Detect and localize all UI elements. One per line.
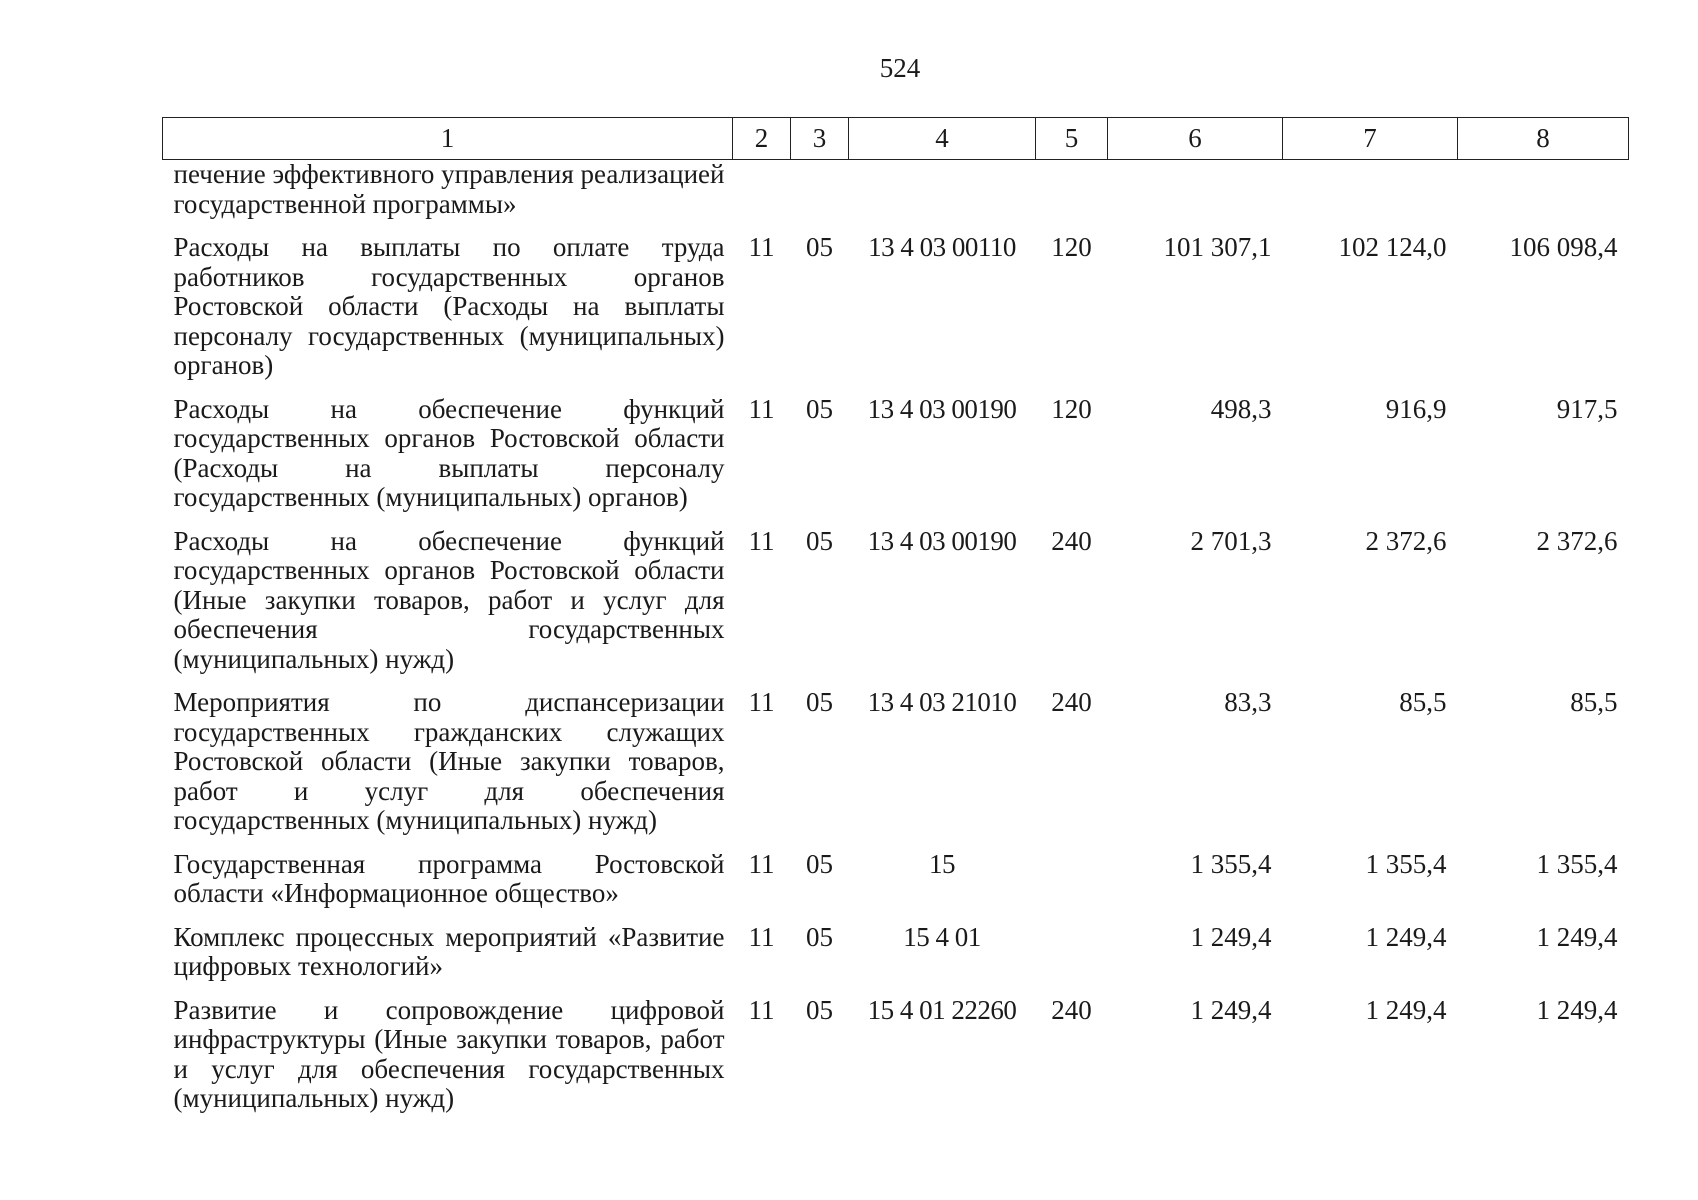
- cell-c2: 11: [748, 994, 775, 1025]
- cell-c8: 917,5: [1556, 393, 1618, 424]
- cell-c6: 2 701,3: [1190, 525, 1272, 556]
- table-row: [163, 850, 1629, 923]
- cell-c4: 15 4 01 22260: [867, 994, 1017, 1025]
- cell-c8: 1 249,4: [1536, 921, 1618, 952]
- table-row: [163, 160, 1629, 234]
- cell-c3: 05: [806, 921, 833, 952]
- row-description: Расходы на обеспечение функций государственных органов Ростовской области (Расходы на выплаты персоналу государственных (муниципальных) органов): [173, 393, 725, 512]
- cell-c3: [791, 160, 849, 234]
- cell-c8: 1 355,4: [1536, 848, 1618, 879]
- column-header: 7: [1283, 118, 1458, 160]
- cell-c5: 240: [1051, 994, 1092, 1025]
- column-header: 2: [733, 118, 791, 160]
- table-row: [163, 923, 1629, 996]
- cell-c2: 11: [748, 921, 775, 952]
- cell-c3: 05: [806, 525, 833, 556]
- cell-c6: 498,3: [1210, 393, 1272, 424]
- cell-c4: 13 4 03 00190: [867, 393, 1017, 424]
- cell-c5: 240: [1051, 525, 1092, 556]
- cell-c2: [733, 160, 791, 234]
- cell-c3: 05: [806, 994, 833, 1025]
- table-row: [163, 996, 1629, 1128]
- cell-c3: 05: [806, 687, 833, 717]
- cell-c6: 101 307,1: [1163, 232, 1272, 262]
- cell-c5: [1036, 923, 1108, 996]
- table-row: [163, 233, 1629, 395]
- cell-c2: 11: [748, 232, 775, 262]
- row-description: Государственная программа Ростовской области «Информационное общество»: [173, 848, 725, 908]
- column-header: 3: [791, 118, 849, 160]
- cell-c7: 102 124,0: [1338, 232, 1447, 262]
- table-row: [163, 395, 1629, 527]
- cell-c5: [1036, 850, 1108, 923]
- cell-c2: 11: [748, 687, 775, 717]
- row-description: Расходы на выплаты по оплате труда работников государственных органов Ростовской области (Расходы на выплаты персоналу государственных (муниципальных) органов): [173, 232, 725, 380]
- cell-c6: 1 355,4: [1190, 848, 1272, 879]
- cell-c8: 85,5: [1570, 687, 1618, 717]
- cell-c6: 1 249,4: [1190, 921, 1272, 952]
- cell-c8: 1 249,4: [1536, 994, 1618, 1025]
- row-description: Расходы на обеспечение функций государственных органов Ростовской области (Иные закупки товаров, работ и услуг для обеспечения государственных (муниципальных) нужд): [173, 525, 725, 674]
- cell-c5: 120: [1051, 393, 1092, 424]
- cell-c6: [1108, 160, 1283, 234]
- cell-c4: 13 4 03 21010: [867, 687, 1017, 717]
- cell-c4: [849, 160, 1036, 234]
- row-description: Комплекс процессных мероприятий «Развитие цифровых технологий»: [173, 921, 725, 981]
- cell-c7: 1 355,4: [1365, 848, 1447, 879]
- cell-c8: 2 372,6: [1536, 525, 1618, 556]
- cell-c8: 106 098,4: [1509, 232, 1618, 262]
- cell-c4: 15: [929, 848, 955, 879]
- table-row: [163, 527, 1629, 689]
- cell-c2: 11: [748, 525, 775, 556]
- table-body: [163, 160, 1629, 1128]
- cell-c3: 05: [806, 848, 833, 879]
- table-row: [163, 688, 1629, 850]
- cell-c3: 05: [806, 232, 833, 262]
- cell-c7: 85,5: [1399, 687, 1447, 717]
- cell-c4: 13 4 03 00190: [867, 525, 1017, 556]
- cell-c7: [1283, 160, 1458, 234]
- cell-c2: 11: [748, 393, 775, 424]
- column-header: 1: [163, 118, 733, 160]
- cell-c6: 1 249,4: [1190, 994, 1272, 1025]
- cell-c5: 240: [1051, 687, 1092, 717]
- cell-c8: [1458, 160, 1629, 234]
- column-header: 8: [1458, 118, 1629, 160]
- cell-c2: 11: [748, 848, 775, 879]
- column-header: 4: [849, 118, 1036, 160]
- cell-c5: [1036, 160, 1108, 234]
- budget-table: [162, 117, 1629, 1128]
- cell-c4: 13 4 03 00110: [868, 232, 1016, 262]
- cell-c4: 15 4 01: [903, 921, 981, 952]
- page-number: 524: [879, 53, 921, 83]
- cell-c3: 05: [806, 393, 833, 424]
- cell-c7: 2 372,6: [1365, 525, 1447, 556]
- column-header: 6: [1108, 118, 1283, 160]
- cell-c6: 83,3: [1224, 687, 1272, 717]
- cell-c7: 1 249,4: [1365, 994, 1447, 1025]
- row-description: Мероприятия по диспансеризации государственных гражданских служащих Ростовской области (Иные закупки товаров, работ и услуг для обеспечения государственных (муниципальных) нужд): [173, 687, 725, 835]
- header-row: [163, 118, 1629, 160]
- cell-c7: 1 249,4: [1365, 921, 1447, 952]
- column-header: 5: [1036, 118, 1108, 160]
- row-description: печение эффективного управления реализацией государственной программы»: [173, 159, 725, 219]
- cell-c5: 120: [1051, 232, 1092, 262]
- cell-c7: 916,9: [1385, 393, 1447, 424]
- row-description: Развитие и сопровождение цифровой инфраструктуры (Иные закупки товаров, работ и услуг для обеспечения государственных (муниципальных) нужд): [173, 994, 725, 1113]
